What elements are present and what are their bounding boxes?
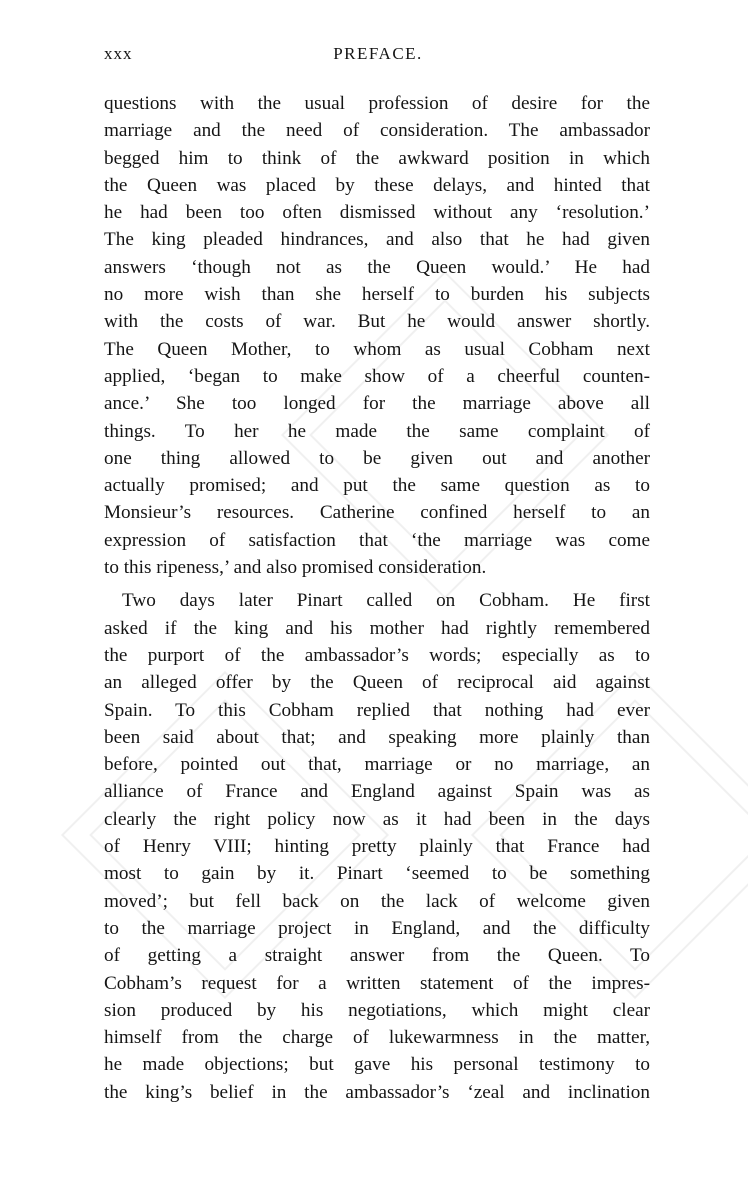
page-number: xxx — [104, 44, 133, 63]
text-line: asked if the king and his mother had rightly remembered — [104, 617, 650, 639]
text-line: begged him to think of the awkward position in which — [104, 147, 650, 169]
text-line: ance.’ She too longed for the marriage above all — [104, 393, 650, 415]
paragraph — [104, 90, 650, 581]
text-line: sion produced by his negotiations, which might clear — [104, 999, 650, 1021]
text-line: marriage and the need of consideration. The ambassador — [104, 120, 650, 142]
text-line: the Queen was placed by these delays, and hinted that — [104, 174, 650, 196]
text-line: he had been too often dismissed without any ‘resolution.’ — [104, 202, 650, 224]
text-line: an alleged offer by the Queen of reciprocal aid against — [104, 672, 650, 694]
text-line: himself from the charge of lukewarmness in the matter, — [104, 1027, 650, 1049]
text-line: he made objections; but gave his personal testimony to — [104, 1054, 650, 1076]
text-line: of getting a straight answer from the Queen. To — [104, 945, 650, 967]
text-line: actually promised; and put the same question as to — [104, 475, 650, 497]
text-line: applied, ‘began to make show of a cheerful counten- — [104, 365, 650, 387]
paragraph — [104, 587, 650, 1106]
text-line: The Queen Mother, to whom as usual Cobham next — [104, 338, 650, 360]
text-line: answers ‘though not as the Queen would.’ He had — [104, 256, 650, 278]
text-line: no more wish than she herself to burden his subjects — [104, 284, 650, 306]
text-line: moved’; but fell back on the lack of welcome given — [104, 890, 650, 912]
text-line: of Henry VIII; hinting pretty plainly that France had — [104, 836, 650, 858]
text-line: with the costs of war. But he would answer shortly. — [104, 311, 650, 333]
text-line: the purport of the ambassador’s words; especially as to — [104, 644, 650, 666]
running-title: PREFACE. — [333, 44, 423, 63]
text-line: things. To her he made the same complaint of — [104, 420, 650, 442]
text-line: one thing allowed to be given out and another — [104, 447, 650, 469]
text-line: Two days later Pinart called on Cobham. He first — [122, 590, 650, 612]
text-line: Cobham’s request for a written statement of the impres- — [104, 972, 650, 994]
body-text — [104, 90, 650, 1106]
text-line: the king’s belief in the ambassador’s ‘zeal and inclination — [104, 1081, 650, 1103]
text-line: expression of satisfaction that ‘the marriage was come — [104, 529, 650, 551]
text-line: alliance of France and England against Spain was as — [104, 781, 650, 803]
text-line: clearly the right policy now as it had been in the days — [104, 808, 650, 830]
text-line: Spain. To this Cobham replied that nothing had ever — [104, 699, 650, 721]
text-line: most to gain by it. Pinart ‘seemed to be something — [104, 863, 650, 885]
text-line: to the marriage project in England, and the difficulty — [104, 917, 650, 939]
page-header — [104, 44, 652, 74]
text-line: before, pointed out that, marriage or no marriage, an — [104, 754, 650, 776]
text-line: Monsieur’s resources. Catherine confined herself to an — [104, 502, 650, 524]
text-line: to this ripeness,’ and also promised consideration. — [104, 557, 487, 579]
text-line: questions with the usual profession of desire for the — [104, 93, 650, 114]
text-line: been said about that; and speaking more plainly than — [104, 726, 650, 748]
text-line: The king pleaded hindrances, and also that he had given — [104, 229, 650, 251]
